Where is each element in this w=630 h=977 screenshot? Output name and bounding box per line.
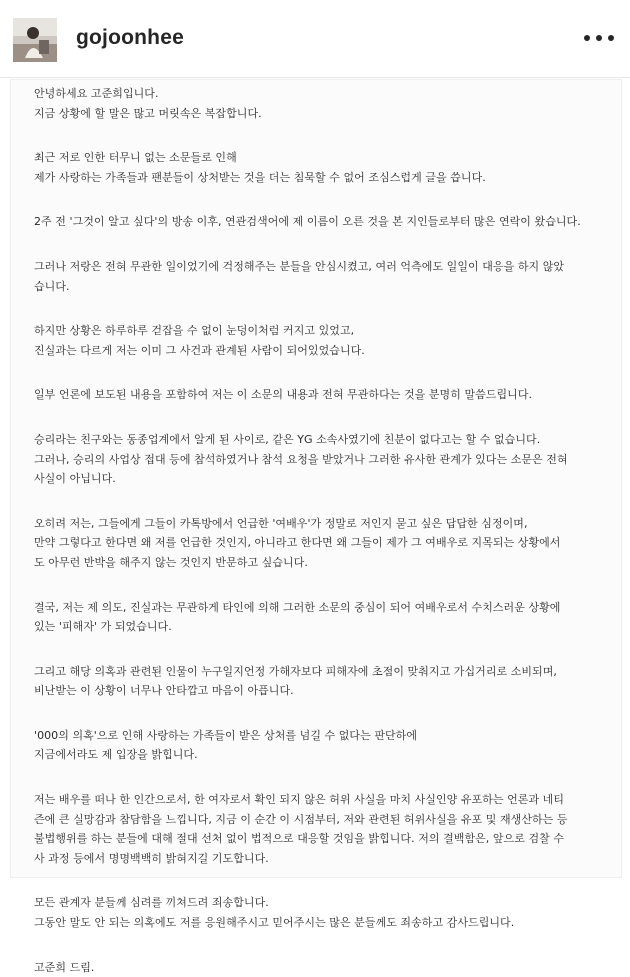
- letter-line: 도 아무런 반박을 해주지 않는 것인지 반문하고 싶습니다.: [34, 555, 308, 569]
- letter-line: 일부 언론에 보도된 내용을 포함하여 저는 이 소문의 내용과 전혀 무관하다는 것을 분명히 말씀드립니다.: [34, 388, 533, 402]
- letter-line: 하지만 상황은 하루하루 걷잡을 수 없이 눈덩이처럼 커지고 있었고,: [34, 324, 355, 338]
- letter-line: 저는 배우를 떠나 한 인간으로서, 한 여자로서 확인 되지 않은 허위 사실을 마치 사실인양 유포하는 언론과 네티: [34, 793, 565, 807]
- letter-line: 2주 전 '그것이 알고 싶다'의 방송 이후, 연관검색어에 제 이름이 오른 것을 본 지인들로부터 많은 연락이 왔습니다.: [34, 215, 581, 229]
- letter-line: 승리라는 친구와는 동종업계에서 알게 된 사이로, 같은 YG 소속사였기에 친분이 없다고는 할 수 없습니다.: [34, 432, 541, 446]
- letter-line: '000의 의혹'으로 인해 사랑하는 가족들이 받은 상처를 넘길 수 없다는 판단하에: [34, 728, 418, 742]
- letter-line: 고준희 드림.: [34, 960, 95, 974]
- letter-paragraph: [34, 212, 622, 232]
- letter-line: 그러나 저랑은 전혀 무관한 일이었기에 걱정해주는 분들을 안심시켰고, 여러 억측에도 일일이 대응을 하지 않았: [34, 259, 565, 273]
- more-dot: [584, 35, 590, 41]
- letter-line: 비난받는 이 상황이 너무나 안타깝고 마음이 아픕니다.: [34, 684, 294, 698]
- letter-line: 모든 관계자 분들께 심려를 끼쳐드려 죄송합니다.: [34, 896, 269, 910]
- letter-line: 결국, 저는 제 의도, 진실과는 무관하게 타인에 의해 그러한 소문의 중심이 되어 여배우로서 수치스러운 상황에: [34, 600, 561, 614]
- letter-line: 최근 저로 인한 터무니 없는 소문들로 인해: [34, 151, 237, 165]
- letter-line: 진실과는 다르게 저는 이미 그 사건과 관계된 사람이 되어있었습니다.: [34, 343, 365, 357]
- letter-paragraph: [34, 321, 622, 360]
- letter-line: 오히려 저는, 그들에게 그들이 카톡방에서 언급한 '여배우'가 정말로 저인지 묻고 싶은 답답한 심정이며,: [34, 516, 528, 530]
- post-header: [0, 0, 630, 78]
- letter-line: 지금에서라도 제 입장을 밝힙니다.: [34, 748, 198, 762]
- avatar-image-icon: [13, 18, 57, 62]
- letter-paragraph: [34, 726, 622, 765]
- letter-paragraph: [34, 662, 622, 701]
- letter-paragraph: [34, 430, 622, 489]
- letter-paragraph: [34, 790, 622, 868]
- letter-line: 안녕하세요 고준희입니다.: [34, 87, 159, 100]
- letter-line: 그리고 해당 의혹과 관련된 인물이 누구일지언정 가해자보다 피해자에 초점이 맞춰지고 가십거리로 소비되며,: [34, 664, 557, 678]
- letter-line: 제가 사랑하는 가족들과 팬분들이 상처받는 것을 더는 침묵할 수 없어 조심스럽게 글을 씁니다.: [34, 170, 486, 184]
- letter-paragraph: [34, 385, 622, 405]
- more-dot: [596, 35, 602, 41]
- letter-line: 불법행위를 하는 분들에 대해 절대 선처 없이 법적으로 대응할 것임을 밝힙니다. 저의 결백함은, 앞으로 검찰 수: [34, 832, 565, 846]
- letter-paragraph: [34, 893, 622, 932]
- letter-image: [10, 79, 622, 974]
- profile-avatar[interactable]: [13, 18, 57, 62]
- letter-paragraph: [34, 514, 622, 573]
- letter-line: 습니다.: [34, 279, 70, 293]
- letter-paragraph: [34, 958, 622, 977]
- letter-line: 사실이 아닙니다.: [34, 472, 116, 486]
- letter-line: 지금 상황에 할 말은 많고 머릿속은 복잡합니다.: [34, 106, 262, 120]
- letter-paragraph: [34, 84, 622, 123]
- letter-paragraph: [34, 257, 622, 296]
- letter-line: 만약 그렇다고 한다면 왜 저를 언급한 것인지, 아니라고 한다면 왜 그들이 제가 그 여배우로 지목되는 상황에서: [34, 536, 561, 550]
- more-dot: [608, 35, 614, 41]
- more-options-icon[interactable]: [584, 28, 614, 48]
- username[interactable]: gojoonhee: [76, 26, 184, 49]
- letter-line: 있는 '피해자' 가 되었습니다.: [34, 620, 172, 634]
- letter-line: 그러나, 승리의 사업상 접대 등에 참석하였거나 참석 요청을 받았거나 그러한 유사한 관계가 있다는 소문은 전혀: [34, 452, 568, 466]
- letter-paragraph: [34, 598, 622, 637]
- letter-line: 즌에 큰 실망감과 참담함을 느낍니다, 지금 이 순간 이 시점부터, 저와 관련된 허위사실을 유포 및 재생산하는 등: [34, 812, 568, 826]
- letter-line: 사 과정 등에서 명명백백히 밝혀지길 기도합니다.: [34, 851, 269, 865]
- letter-paragraph: [34, 148, 622, 187]
- letter-line: 그동안 말도 안 되는 의혹에도 저를 응원해주시고 믿어주시는 많은 분들께도 죄송하고 감사드립니다.: [34, 916, 515, 930]
